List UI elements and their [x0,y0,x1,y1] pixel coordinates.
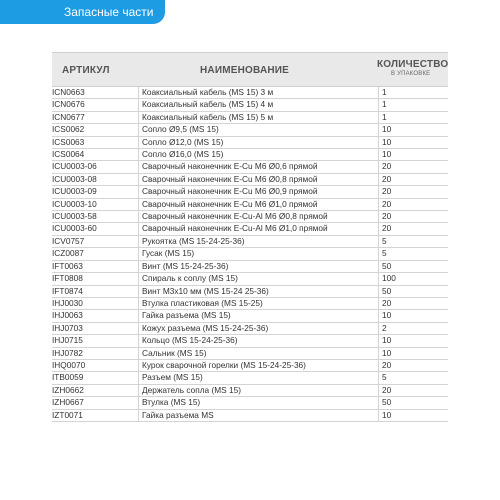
table-row [52,310,448,322]
part-code: ICN0677 [52,111,85,122]
column-divider [138,273,139,284]
table-row [52,186,448,198]
table-row [52,236,448,248]
column-divider [138,99,139,110]
part-code: IHJ0703 [52,322,83,333]
part-code: ICN0676 [52,99,85,110]
table-row [52,261,448,273]
table-row [52,323,448,335]
table-row [52,137,448,149]
part-code: ICU0003-06 [52,161,97,172]
part-name: Втулка пластиковая (MS 15-25) [142,297,263,308]
part-code: IZT0071 [52,409,83,420]
part-code: ICU0003-08 [52,173,97,184]
column-divider [138,298,139,309]
part-qty: 10 [382,310,392,321]
column-divider [138,112,139,123]
table-row [52,211,448,223]
part-code: ICS0062 [52,124,85,135]
column-divider [378,360,379,371]
part-qty: 10 [382,136,392,147]
part-qty: 10 [382,409,392,420]
part-qty: 5 [382,235,387,246]
part-qty: 20 [382,211,392,222]
column-divider [378,385,379,396]
part-name: Винт M3x10 мм (MS 15-24 25-36) [142,285,269,296]
part-name: Кольцо (MS 15-24-25-36) [142,335,238,346]
column-divider [138,385,139,396]
table-header [52,52,448,87]
column-divider [138,410,139,421]
part-code: ICV0757 [52,235,85,246]
column-divider [378,223,379,234]
part-qty: 1 [382,111,387,122]
column-divider [378,323,379,334]
part-name: Винт (MS 15-24-25-36) [142,260,229,271]
part-name: Коаксиальный кабель (MS 15) 3 м [142,87,274,97]
part-name: Кожух разъема (MS 15-24-25-36) [142,322,269,333]
part-qty: 1 [382,87,387,97]
column-divider [378,161,379,172]
part-code: IHJ0030 [52,297,83,308]
column-divider [138,286,139,297]
part-name: Гусак (MS 15) [142,248,195,259]
column-divider [378,310,379,321]
section-banner [0,0,165,24]
column-divider [378,112,379,123]
part-qty: 20 [382,173,392,184]
part-name: Сварочный наконечник E-Cu M6 Ø1,0 прямой [142,198,318,209]
column-divider [378,273,379,284]
column-divider [378,261,379,272]
part-qty: 20 [382,198,392,209]
column-divider [138,149,139,160]
column-divider [138,174,139,185]
part-name: Сопло Ø12,0 (MS 15) [142,136,224,147]
part-code: IZH0662 [52,384,84,395]
column-divider [378,298,379,309]
column-divider [138,397,139,408]
part-code: IFT0874 [52,285,83,296]
part-name: Держатель сопла (MS 15) [142,384,241,395]
part-qty: 20 [382,161,392,172]
table-row [52,174,448,186]
part-qty: 1 [382,99,387,110]
part-code: ITB0059 [52,372,84,383]
part-code: ICU0003-09 [52,186,97,197]
part-qty: 10 [382,149,392,160]
column-divider [138,211,139,222]
table-body [52,87,448,422]
part-qty: 50 [382,260,392,271]
part-name: Спираль к соплу (MS 15) [142,273,238,284]
column-divider [138,248,139,259]
table-row [52,124,448,136]
column-divider [378,397,379,408]
part-name: Рукоятка (MS 15-24-25-36) [142,235,245,246]
column-divider [378,199,379,210]
column-divider [378,174,379,185]
part-qty: 50 [382,285,392,296]
part-qty: 100 [382,273,396,284]
column-divider [378,186,379,197]
part-name: Курок сварочной горелки (MS 15-24-25-36) [142,359,306,370]
column-divider [378,236,379,247]
column-divider [138,161,139,172]
part-code: ICU0003-60 [52,223,97,234]
part-qty: 2 [382,322,387,333]
part-code: IHJ0715 [52,335,83,346]
part-qty: 20 [382,297,392,308]
column-divider [138,323,139,334]
table-row [52,273,448,285]
column-divider [378,137,379,148]
part-code: ICZ0087 [52,248,84,259]
table-row [52,298,448,310]
column-divider [378,149,379,160]
column-divider [378,99,379,110]
parts-table [52,52,448,422]
part-name: Гайка разъема MS [142,409,214,420]
part-code: ICS0064 [52,149,85,160]
column-divider [378,348,379,359]
column-divider [138,360,139,371]
part-name: Разъем (MS 15) [142,372,203,383]
column-header-qty [377,59,447,77]
part-name: Сварочный наконечник E-Cu M6 Ø0,9 прямой [142,186,318,197]
column-divider [378,124,379,135]
column-divider [138,124,139,135]
part-code: IHJ0782 [52,347,83,358]
column-divider [378,286,379,297]
part-qty: 5 [382,372,387,383]
column-divider [378,248,379,259]
table-row [52,223,448,235]
column-divider [138,310,139,321]
part-code: IZH0667 [52,397,84,408]
column-header-name: НАИМЕНОВАНИЕ [200,65,290,76]
column-divider [138,199,139,210]
table-row [52,397,448,409]
part-qty: 20 [382,223,392,234]
column-divider [138,87,139,98]
table-row [52,372,448,384]
table-row [52,149,448,161]
column-divider [138,223,139,234]
part-qty: 20 [382,186,392,197]
column-header-qty-label: КОЛИЧЕСТВО [377,59,449,70]
table-row [52,248,448,260]
part-code: IHQ0070 [52,359,86,370]
table-row [52,199,448,211]
part-name: Сальник (MS 15) [142,347,207,358]
column-divider [378,335,379,346]
part-name: Сварочный наконечник E-Cu M6 Ø0,6 прямой [142,161,318,172]
column-divider [378,87,379,98]
part-name: Гайка разъема (MS 15) [142,310,231,321]
table-row [52,99,448,111]
part-name: Сопло Ø16,0 (MS 15) [142,149,224,160]
table-row [52,112,448,124]
part-name: Сопло Ø9,5 (MS 15) [142,124,219,135]
column-divider [378,372,379,383]
part-qty: 5 [382,248,387,259]
part-name: Сварочный наконечник E-Cu-Al M6 Ø1,0 прямой [142,223,328,234]
column-divider [378,211,379,222]
part-name: Сварочный наконечник E-Cu-Al M6 Ø0,8 прямой [142,211,328,222]
column-divider [378,410,379,421]
table-row [52,161,448,173]
table-row [52,286,448,298]
section-title: Запасные части [64,5,154,19]
part-name: Втулка (MS 15) [142,397,201,408]
part-code: IHJ0063 [52,310,83,321]
column-header-code: АРТИКУЛ [62,65,110,76]
part-name: Коаксиальный кабель (MS 15) 5 м [142,111,274,122]
column-divider [138,335,139,346]
part-qty: 20 [382,384,392,395]
table-row [52,410,448,422]
table-row [52,335,448,347]
column-divider [138,372,139,383]
column-divider [138,261,139,272]
part-qty: 50 [382,397,392,408]
part-name: Сварочный наконечник E-Cu M6 Ø0,8 прямой [142,173,318,184]
column-divider [138,348,139,359]
table-row [52,348,448,360]
table-row [52,87,448,99]
table-row [52,385,448,397]
column-header-qty-sublabel: В УПАКОВКЕ [391,71,431,77]
part-qty: 10 [382,124,392,135]
column-divider [138,186,139,197]
part-name: Коаксиальный кабель (MS 15) 4 м [142,99,274,110]
part-code: ICU0003-10 [52,198,97,209]
column-divider [138,236,139,247]
part-code: ICN0663 [52,87,85,97]
column-divider [138,137,139,148]
table-row [52,360,448,372]
part-code: IFT0808 [52,273,83,284]
part-code: IFT0063 [52,260,83,271]
part-qty: 20 [382,359,392,370]
part-qty: 10 [382,347,392,358]
part-code: ICS0063 [52,136,85,147]
part-code: ICU0003-58 [52,211,97,222]
part-qty: 10 [382,335,392,346]
